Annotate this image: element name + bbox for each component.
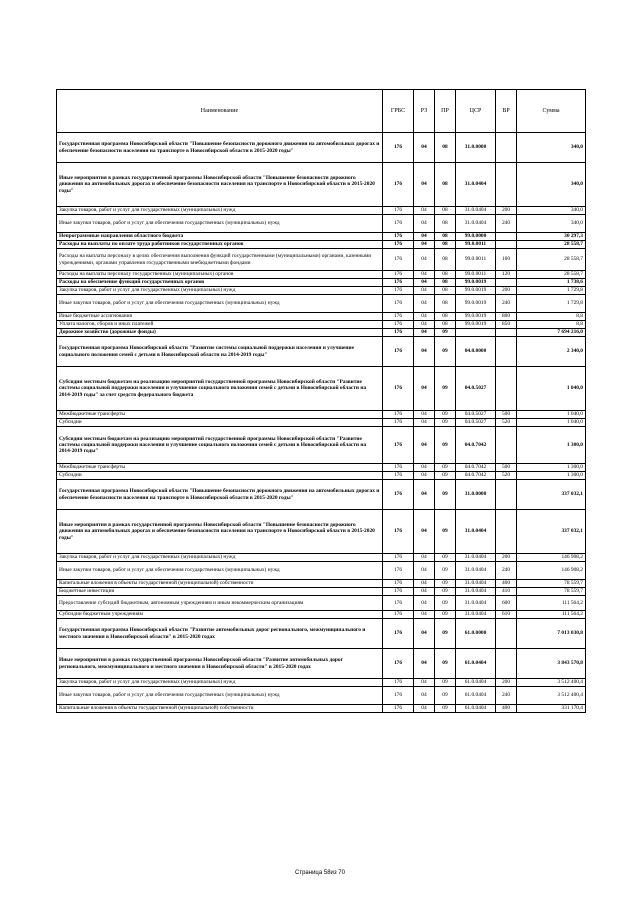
cell-vr: 200 (496, 207, 517, 215)
cell-sum: 1 738,6 (517, 279, 586, 287)
cell-vr: 520 (496, 472, 517, 480)
cell-name: Иные закупки товаров, работ и услуг для обеспечения государственных (муниципальных) нужд (57, 562, 383, 580)
cell-sum: 111 564,2 (517, 611, 586, 619)
cell-rz: 04 (414, 588, 435, 596)
cell-pr: 09 (435, 510, 456, 554)
cell-name: Расходы на выплаты персоналу в целях обеспечения выполнения функций государственными (муниципальными) органами, казенными учреждениями, органами управления государственными внебюджетными фондами (57, 249, 383, 271)
cell-rz: 04 (414, 580, 435, 588)
cell-csr: 61.0.0404 (456, 679, 496, 687)
cell-csr: 31.0.0404 (456, 163, 496, 207)
cell-name: Расходы на выплаты по оплате труда работников государственных органов (57, 241, 383, 249)
cell-csr: 31.0.0404 (456, 580, 496, 588)
cell-vr: 100 (496, 249, 517, 271)
cell-sum: 3 512 400,4 (517, 687, 586, 705)
cell-grbs: 176 (383, 287, 414, 295)
cell-pr: 09 (435, 329, 456, 337)
cell-name: Иные закупки товаров, работ и услуг для обеспечения государственных (муниципальных) нужд (57, 687, 383, 705)
cell-pr: 09 (435, 554, 456, 562)
table-row (57, 619, 586, 649)
cell-sum: 3 843 570,8 (517, 649, 586, 679)
cell-pr: 08 (435, 233, 456, 241)
cell-grbs: 176 (383, 619, 414, 649)
table-row (57, 554, 586, 562)
cell-sum: 340,0 (517, 133, 586, 163)
cell-rz: 04 (414, 271, 435, 279)
cell-pr: 08 (435, 295, 456, 313)
cell-pr: 09 (435, 562, 456, 580)
cell-rz: 04 (414, 419, 435, 427)
cell-name: Государственная программа Новосибирской области "Повышение безопасности дорожного движения на автомобильных дорогах и обеспечение безопасности населения на транспорте в Новосибирской области в 2015-2020 годы" (57, 133, 383, 163)
cell-sum: 28 558,7 (517, 249, 586, 271)
cell-rz: 04 (414, 133, 435, 163)
cell-name: Иные мероприятия в рамках государственной программы Новосибирской области "Повышение безопасности дорожного движения на автомобильных дорогах и обеспечение безопасности населения на транспорте в Новосибирской области в 2015-2020 годы" (57, 163, 383, 207)
cell-vr (496, 619, 517, 649)
cell-name: Субсидии бюджетным учреждениям (57, 611, 383, 619)
table-row (57, 133, 586, 163)
cell-rz: 04 (414, 295, 435, 313)
header-sum: Сумма (517, 90, 586, 133)
cell-vr: 200 (496, 287, 517, 295)
cell-name: Субсидии местным бюджетам на реализацию мероприятий государственной программы Новосибирской области "Развитие системы социальной поддержки населения и улучшение социального положения семей с детьми в Новосибирской области на 2014-2019 годы" (57, 427, 383, 464)
cell-csr: 31.0.0404 (456, 510, 496, 554)
cell-sum: 1 040,0 (517, 419, 586, 427)
cell-vr (496, 241, 517, 249)
cell-sum: 340,0 (517, 163, 586, 207)
cell-csr: 04.0.5027 (456, 367, 496, 411)
cell-rz: 04 (414, 427, 435, 464)
cell-grbs: 176 (383, 580, 414, 588)
cell-sum: 340,0 (517, 207, 586, 215)
cell-vr (496, 649, 517, 679)
cell-vr: 400 (496, 580, 517, 588)
table-row (57, 163, 586, 207)
cell-sum: 8,8 (517, 321, 586, 329)
cell-sum: 337 032,1 (517, 510, 586, 554)
cell-vr: 240 (496, 562, 517, 580)
table-body (57, 133, 586, 713)
cell-sum: 2 340,0 (517, 337, 586, 367)
cell-csr: 61.0.0404 (456, 687, 496, 705)
table-row (57, 562, 586, 580)
cell-pr: 09 (435, 419, 456, 427)
cell-csr: 04.0.7042 (456, 427, 496, 464)
cell-csr: 99.0.0011 (456, 271, 496, 279)
table-row (57, 411, 586, 419)
cell-vr (496, 367, 517, 411)
budget-table-page (56, 89, 585, 713)
cell-pr: 09 (435, 588, 456, 596)
cell-sum: 1 729,8 (517, 287, 586, 295)
cell-vr: 200 (496, 554, 517, 562)
cell-grbs: 176 (383, 596, 414, 611)
cell-pr: 09 (435, 687, 456, 705)
cell-sum: 1 300,0 (517, 472, 586, 480)
cell-csr: 99.0.0019 (456, 295, 496, 313)
cell-rz: 04 (414, 163, 435, 207)
cell-name: Закупка товаров, работ и услуг для государственных (муниципальных) нужд (57, 679, 383, 687)
cell-pr: 08 (435, 287, 456, 295)
table-row (57, 679, 586, 687)
table-row (57, 241, 586, 249)
header-name: Наименование (57, 90, 383, 133)
cell-rz: 04 (414, 215, 435, 233)
cell-pr: 08 (435, 163, 456, 207)
cell-vr (496, 427, 517, 464)
cell-grbs: 176 (383, 241, 414, 249)
cell-vr: 240 (496, 295, 517, 313)
cell-csr: 31.0.0000 (456, 133, 496, 163)
cell-sum: 146 908,2 (517, 562, 586, 580)
cell-pr: 09 (435, 679, 456, 687)
cell-grbs: 176 (383, 554, 414, 562)
cell-csr: 99.0.0000 (456, 233, 496, 241)
table-row (57, 611, 586, 619)
cell-vr (496, 510, 517, 554)
cell-grbs: 176 (383, 367, 414, 411)
cell-vr: 240 (496, 687, 517, 705)
cell-sum: 78 559,7 (517, 580, 586, 588)
table-row (57, 287, 586, 295)
table-row (57, 279, 586, 287)
cell-name: Государственная программа Новосибирской области "Развитие автомобильных дорог регионального, межмуниципального и местного значения в Новосибирской области" в 2015-2020 годах (57, 619, 383, 649)
cell-csr: 04.0.7042 (456, 464, 496, 472)
cell-rz: 04 (414, 313, 435, 321)
cell-vr: 240 (496, 215, 517, 233)
page-number: Страница 58из 70 (295, 870, 345, 876)
cell-pr: 08 (435, 321, 456, 329)
cell-rz: 04 (414, 554, 435, 562)
cell-csr: 99.0.0011 (456, 241, 496, 249)
cell-name: Закупка товаров, работ и услуг для государственных (муниципальных) нужд (57, 554, 383, 562)
cell-pr: 09 (435, 411, 456, 419)
cell-name: Закупка товаров, работ и услуг для государственных (муниципальных) нужд (57, 287, 383, 295)
cell-rz: 04 (414, 472, 435, 480)
cell-grbs: 176 (383, 295, 414, 313)
cell-csr: 61.0.0404 (456, 705, 496, 713)
table-row (57, 337, 586, 367)
cell-vr: 410 (496, 588, 517, 596)
cell-name: Бюджетные инвестиции (57, 588, 383, 596)
cell-pr: 09 (435, 464, 456, 472)
cell-pr: 08 (435, 313, 456, 321)
cell-grbs: 176 (383, 687, 414, 705)
cell-name: Расходы на обеспечение функций государственных органов (57, 279, 383, 287)
cell-rz: 04 (414, 411, 435, 419)
cell-vr: 400 (496, 705, 517, 713)
cell-vr: 200 (496, 679, 517, 687)
cell-rz: 04 (414, 510, 435, 554)
cell-vr: 600 (496, 596, 517, 611)
cell-vr (496, 233, 517, 241)
cell-rz: 04 (414, 279, 435, 287)
cell-csr: 61.0.0000 (456, 619, 496, 649)
cell-vr: 610 (496, 611, 517, 619)
cell-csr: 99.0.0019 (456, 279, 496, 287)
cell-csr: 31.0.0404 (456, 554, 496, 562)
header-vr: ВР (496, 90, 517, 133)
cell-vr (496, 480, 517, 510)
header-rz: РЗ (414, 90, 435, 133)
header-pr: ПР (435, 90, 456, 133)
cell-pr: 09 (435, 427, 456, 464)
table-row (57, 596, 586, 611)
cell-name: Непрограммные направления областного бюджета (57, 233, 383, 241)
cell-rz: 04 (414, 241, 435, 249)
cell-vr: 500 (496, 411, 517, 419)
cell-sum: 8,8 (517, 313, 586, 321)
cell-vr: 500 (496, 464, 517, 472)
cell-pr: 09 (435, 337, 456, 367)
cell-vr (496, 329, 517, 337)
cell-rz: 04 (414, 619, 435, 649)
cell-csr: 31.0.0404 (456, 562, 496, 580)
table-row (57, 687, 586, 705)
cell-rz: 04 (414, 367, 435, 411)
cell-grbs: 176 (383, 679, 414, 687)
cell-pr: 09 (435, 705, 456, 713)
cell-pr: 08 (435, 133, 456, 163)
cell-vr: 800 (496, 313, 517, 321)
cell-rz: 04 (414, 287, 435, 295)
cell-name: Межбюджетные трансферты (57, 411, 383, 419)
cell-grbs: 176 (383, 321, 414, 329)
cell-vr (496, 163, 517, 207)
cell-sum: 7 694 216,0 (517, 329, 586, 337)
cell-sum: 146 908,2 (517, 554, 586, 562)
cell-csr: 61.0.0404 (456, 649, 496, 679)
cell-grbs: 176 (383, 464, 414, 472)
cell-name: Дорожное хозяйство (дорожные фонды) (57, 329, 383, 337)
cell-name: Государственная программа Новосибирской области "Развитие системы социальной поддержки населения и улучшение социального положения семей с детьми в Новосибирской области на 2014-2019 годы" (57, 337, 383, 367)
cell-pr: 08 (435, 215, 456, 233)
cell-sum: 337 032,1 (517, 480, 586, 510)
cell-name: Субсидии (57, 472, 383, 480)
cell-vr (496, 337, 517, 367)
cell-csr: 04.0.0000 (456, 337, 496, 367)
cell-sum: 1 300,0 (517, 427, 586, 464)
cell-csr: 31.0.0404 (456, 207, 496, 215)
cell-csr: 99.0.0019 (456, 313, 496, 321)
cell-rz: 04 (414, 233, 435, 241)
cell-csr: 31.0.0404 (456, 611, 496, 619)
cell-name: Государственная программа Новосибирской области "Повышение безопасности дорожного движения на автомобильных дорогах и обеспечение безопасности населения на транспорте в Новосибирской области в 2015-2020 годы" (57, 480, 383, 510)
table-row (57, 367, 586, 411)
cell-csr (456, 329, 496, 337)
cell-csr: 99.0.0019 (456, 321, 496, 329)
cell-csr: 04.0.5027 (456, 411, 496, 419)
cell-sum: 1 040,0 (517, 367, 586, 411)
cell-sum: 331 170,4 (517, 705, 586, 713)
table-row (57, 427, 586, 464)
cell-rz: 04 (414, 329, 435, 337)
table-row (57, 321, 586, 329)
cell-sum: 7 013 030,8 (517, 619, 586, 649)
cell-sum: 1 300,0 (517, 464, 586, 472)
cell-grbs: 176 (383, 215, 414, 233)
table-row (57, 464, 586, 472)
cell-csr: 99.0.0011 (456, 249, 496, 271)
cell-grbs: 176 (383, 419, 414, 427)
cell-vr: 850 (496, 321, 517, 329)
cell-pr: 09 (435, 611, 456, 619)
table-row (57, 510, 586, 554)
cell-csr: 04.0.7042 (456, 472, 496, 480)
cell-grbs: 176 (383, 337, 414, 367)
cell-csr: 31.0.0404 (456, 596, 496, 611)
cell-grbs: 176 (383, 313, 414, 321)
cell-pr: 09 (435, 480, 456, 510)
table-row (57, 588, 586, 596)
cell-grbs: 176 (383, 705, 414, 713)
cell-pr: 09 (435, 580, 456, 588)
cell-grbs: 176 (383, 427, 414, 464)
cell-name: Иные бюджетные ассигнования (57, 313, 383, 321)
cell-sum: 30 297,3 (517, 233, 586, 241)
cell-csr: 31.0.0404 (456, 588, 496, 596)
cell-vr (496, 133, 517, 163)
cell-grbs: 176 (383, 271, 414, 279)
table-row (57, 295, 586, 313)
cell-rz: 04 (414, 464, 435, 472)
cell-sum: 78 559,7 (517, 588, 586, 596)
cell-pr: 08 (435, 271, 456, 279)
cell-grbs: 176 (383, 588, 414, 596)
cell-pr: 09 (435, 472, 456, 480)
cell-grbs: 176 (383, 233, 414, 241)
cell-name: Расходы на выплаты персоналу государственных (муниципальных) органов (57, 271, 383, 279)
cell-name: Межбюджетные трансферты (57, 464, 383, 472)
cell-rz: 04 (414, 249, 435, 271)
cell-grbs: 176 (383, 329, 414, 337)
cell-vr (496, 279, 517, 287)
cell-sum: 28 558,7 (517, 271, 586, 279)
table-row (57, 419, 586, 427)
budget-table (56, 89, 586, 713)
cell-name: Иные мероприятия в рамках государственной программы Новосибирской области "Повышение безопасности дорожного движения на автомобильных дорогах и обеспечение безопасности населения на транспорте в Новосибирской области в 2015-2020 годы" (57, 510, 383, 554)
cell-grbs: 176 (383, 480, 414, 510)
cell-grbs: 176 (383, 411, 414, 419)
cell-grbs: 176 (383, 279, 414, 287)
table-row (57, 649, 586, 679)
cell-pr: 08 (435, 207, 456, 215)
cell-sum: 1 729,8 (517, 295, 586, 313)
cell-rz: 04 (414, 679, 435, 687)
cell-grbs: 176 (383, 133, 414, 163)
cell-rz: 04 (414, 596, 435, 611)
cell-rz: 04 (414, 611, 435, 619)
table-row (57, 233, 586, 241)
cell-rz: 04 (414, 562, 435, 580)
cell-name: Закупка товаров, работ и услуг для государственных (муниципальных) нужд (57, 207, 383, 215)
cell-sum: 28 558,7 (517, 241, 586, 249)
table-row (57, 580, 586, 588)
cell-name: Иные мероприятия в рамках государственной программы Новосибирской области "Развитие автомобильных дорог регионального, межмуниципального и местного значения в Новосибирской области" в 2015-2020 годах (57, 649, 383, 679)
header-grbs: ГРБС (383, 90, 414, 133)
cell-sum: 111 564,2 (517, 596, 586, 611)
cell-pr: 09 (435, 619, 456, 649)
cell-name: Субсидии (57, 419, 383, 427)
cell-name: Уплата налогов, сборов и иных платежей (57, 321, 383, 329)
cell-csr: 31.0.0404 (456, 215, 496, 233)
cell-grbs: 176 (383, 562, 414, 580)
cell-grbs: 176 (383, 510, 414, 554)
table-row (57, 215, 586, 233)
cell-pr: 09 (435, 367, 456, 411)
cell-name: Капитальные вложения в объекты государственной (муниципальной) собственности (57, 705, 383, 713)
cell-sum: 3 512 400,4 (517, 679, 586, 687)
cell-pr: 08 (435, 279, 456, 287)
cell-rz: 04 (414, 687, 435, 705)
cell-rz: 04 (414, 321, 435, 329)
table-row (57, 207, 586, 215)
cell-pr: 08 (435, 249, 456, 271)
cell-name: Субсидии местным бюджетам на реализацию мероприятий государственной программы Новосибирской области "Развитие системы социальной поддержки населения и улучшение социального положения семей с детьми в Новосибирской области на 2014-2019 годы" за счет средств федерального бюджета (57, 367, 383, 411)
cell-rz: 04 (414, 337, 435, 367)
cell-pr: 08 (435, 241, 456, 249)
cell-pr: 09 (435, 649, 456, 679)
cell-sum: 340,0 (517, 215, 586, 233)
cell-csr: 31.0.0000 (456, 480, 496, 510)
cell-grbs: 176 (383, 249, 414, 271)
cell-rz: 04 (414, 480, 435, 510)
cell-grbs: 176 (383, 207, 414, 215)
cell-vr: 520 (496, 419, 517, 427)
cell-grbs: 176 (383, 163, 414, 207)
cell-name: Иные закупки товаров, работ и услуг для обеспечения государственных (муниципальных) нужд (57, 295, 383, 313)
cell-name: Капитальные вложения в объекты государственной (муниципальной) собственности (57, 580, 383, 588)
table-row (57, 271, 586, 279)
cell-name: Предоставление субсидий бюджетным, автономным учреждениям и иным некоммерческим организациям (57, 596, 383, 611)
table-row (57, 472, 586, 480)
cell-csr: 04.0.5027 (456, 419, 496, 427)
table-row (57, 313, 586, 321)
table-header-row (57, 90, 586, 133)
cell-grbs: 176 (383, 649, 414, 679)
cell-name: Иные закупки товаров, работ и услуг для обеспечения государственных (муниципальных) нужд (57, 215, 383, 233)
cell-vr: 120 (496, 271, 517, 279)
cell-grbs: 176 (383, 472, 414, 480)
table-row (57, 705, 586, 713)
cell-rz: 04 (414, 649, 435, 679)
table-row (57, 480, 586, 510)
cell-pr: 09 (435, 596, 456, 611)
cell-grbs: 176 (383, 611, 414, 619)
table-row (57, 249, 586, 271)
cell-rz: 04 (414, 705, 435, 713)
table-row (57, 329, 586, 337)
cell-sum: 1 040,0 (517, 411, 586, 419)
cell-rz: 04 (414, 207, 435, 215)
header-csr: ЦСР (456, 90, 496, 133)
cell-csr: 99.0.0019 (456, 287, 496, 295)
